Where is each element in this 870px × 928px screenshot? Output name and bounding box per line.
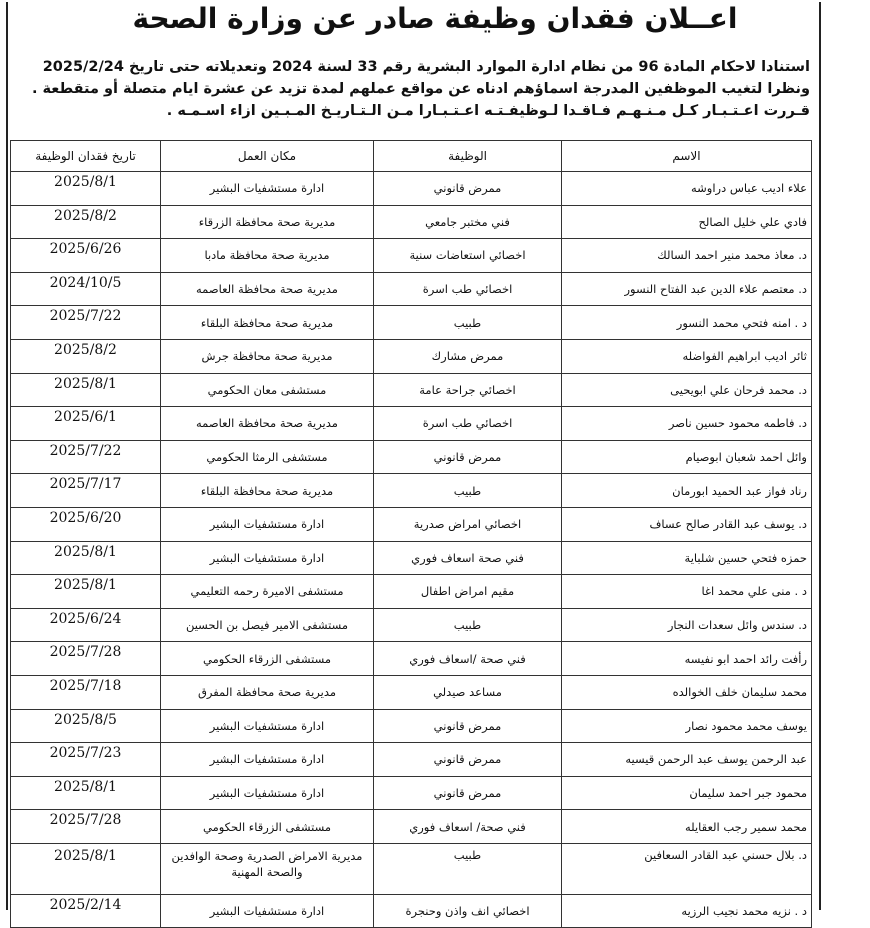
table-row bbox=[11, 205, 812, 239]
cell-job: مقيم امراض اطفال bbox=[374, 575, 562, 609]
cell-date: 2025/7/17 bbox=[11, 474, 161, 508]
table-row bbox=[11, 675, 812, 709]
cell-name: د . امنه فتحي محمد النسور bbox=[562, 306, 812, 340]
cell-place: ادارة مستشفيات البشير bbox=[161, 776, 374, 810]
announcement-intro bbox=[10, 56, 810, 122]
header-job: الوظيفة bbox=[374, 141, 562, 172]
cell-name: ثائر اديب ابراهيم الفواضله bbox=[562, 339, 812, 373]
cell-job: ممرض قانوني bbox=[374, 172, 562, 206]
cell-job: اخصائي طب اسرة bbox=[374, 272, 562, 306]
cell-date: 2025/7/23 bbox=[11, 743, 161, 777]
table-row bbox=[11, 776, 812, 810]
cell-job: اخصائي استعاضات سنية bbox=[374, 239, 562, 273]
cell-name: د. معتصم علاء الدين عبد الفتاح النسور bbox=[562, 272, 812, 306]
cell-name: محمد سليمان خلف الخوالده bbox=[562, 675, 812, 709]
intro-line: قـررت اعـتـبـار كـل مـنـهـم فـاقـدا لـوظيفـتـه اعـتـبـارا مـن الـتـاريـخ المـبـين ازاء اسـمـه . bbox=[166, 103, 810, 119]
header-place: مكان العمل bbox=[161, 141, 374, 172]
cell-date: 2025/8/1 bbox=[11, 373, 161, 407]
cell-date: 2025/8/1 bbox=[11, 575, 161, 609]
cell-place: مديرية الامراض الصدرية وصحة الوافدين والصحة المهنية bbox=[161, 843, 374, 894]
cell-name: محمد سمير رجب العقايله bbox=[562, 810, 812, 844]
table-row bbox=[11, 507, 812, 541]
cell-job: فني صحة/ اسعاف فوري bbox=[374, 810, 562, 844]
cell-name: د . منى علي محمد اغا bbox=[562, 575, 812, 609]
cell-place: مديرية صحة محافظة البلقاء bbox=[161, 306, 374, 340]
cell-name: وائل احمد شعبان ابوصيام bbox=[562, 440, 812, 474]
announcement-title: اعــلان فقدان وظيفة صادر عن وزارة الصحة bbox=[132, 2, 738, 35]
cell-job: اخصائي جراحة عامة bbox=[374, 373, 562, 407]
cell-place: ادارة مستشفيات البشير bbox=[161, 743, 374, 777]
table-row bbox=[11, 272, 812, 306]
header-date: تاريخ فقدان الوظيفة bbox=[11, 141, 161, 172]
cell-place: مديرية صحة محافظة جرش bbox=[161, 339, 374, 373]
cell-place: ادارة مستشفيات البشير bbox=[161, 507, 374, 541]
table-row bbox=[11, 709, 812, 743]
cell-job: ممرض قانوني bbox=[374, 440, 562, 474]
cell-job: طبيب bbox=[374, 306, 562, 340]
table-row bbox=[11, 843, 812, 894]
cell-date: 2025/8/2 bbox=[11, 205, 161, 239]
table-row bbox=[11, 474, 812, 508]
cell-name: فادي علي خليل الصالح bbox=[562, 205, 812, 239]
cell-name: د. بلال حسني عبد القادر السعافين bbox=[562, 843, 812, 894]
cell-job: طبيب bbox=[374, 608, 562, 642]
table-row bbox=[11, 306, 812, 340]
table-row bbox=[11, 440, 812, 474]
cell-place: مديرية صحة محافظة البلقاء bbox=[161, 474, 374, 508]
cell-place: ادارة مستشفيات البشير bbox=[161, 172, 374, 206]
table-row bbox=[11, 239, 812, 273]
cell-date: 2024/10/5 bbox=[11, 272, 161, 306]
cell-place: مديرية صحة محافظة العاصمه bbox=[161, 407, 374, 441]
cell-job: ممرض قانوني bbox=[374, 743, 562, 777]
cell-date: 2025/8/5 bbox=[11, 709, 161, 743]
cell-place: مستشفى الاميرة رحمه التعليمي bbox=[161, 575, 374, 609]
cell-job: فني صحة /اسعاف فوري bbox=[374, 642, 562, 676]
cell-date: 2025/2/14 bbox=[11, 894, 161, 928]
cell-name: حمزه فتحي حسين شلباية bbox=[562, 541, 812, 575]
cell-name: د. فاطمه محمود حسين ناصر bbox=[562, 407, 812, 441]
cell-date: 2025/6/26 bbox=[11, 239, 161, 273]
cell-date: 2025/8/2 bbox=[11, 339, 161, 373]
cell-date: 2025/7/28 bbox=[11, 810, 161, 844]
cell-place: مديرية صحة محافظة مادبا bbox=[161, 239, 374, 273]
cell-name: د. يوسف عبد القادر صالح عساف bbox=[562, 507, 812, 541]
cell-job: فني مختبر جامعي bbox=[374, 205, 562, 239]
cell-place: مستشفى الزرقاء الحكومي bbox=[161, 810, 374, 844]
header-name: الاسم bbox=[562, 141, 812, 172]
cell-job: فني صحة اسعاف فوري bbox=[374, 541, 562, 575]
table-row bbox=[11, 172, 812, 206]
intro-line: ونظرا لتغيب الموظفين المدرجة اسماؤهم ادناه عن مواقع عملهم لمدة تزيد عن عشرة ايام متصلة أو متقطعة . bbox=[31, 81, 810, 97]
cell-name: محمود جبر احمد سليمان bbox=[562, 776, 812, 810]
table-row bbox=[11, 575, 812, 609]
cell-name: علاء اديب عباس دراوشه bbox=[562, 172, 812, 206]
cell-date: 2025/6/1 bbox=[11, 407, 161, 441]
cell-job: ممرض قانوني bbox=[374, 776, 562, 810]
table-row bbox=[11, 373, 812, 407]
cell-job: ممرض قانوني bbox=[374, 709, 562, 743]
cell-place: ادارة مستشفيات البشير bbox=[161, 709, 374, 743]
table-row bbox=[11, 608, 812, 642]
cell-name: د. محمد فرحان علي ابويحيى bbox=[562, 373, 812, 407]
cell-name: رناد فواز عبد الحميد ابورمان bbox=[562, 474, 812, 508]
cell-job: اخصائي طب اسرة bbox=[374, 407, 562, 441]
cell-date: 2025/7/22 bbox=[11, 440, 161, 474]
cell-name: عبد الرحمن يوسف عبد الرحمن قيسيه bbox=[562, 743, 812, 777]
cell-date: 2025/7/28 bbox=[11, 642, 161, 676]
table-row bbox=[11, 642, 812, 676]
cell-date: 2025/6/24 bbox=[11, 608, 161, 642]
employees-table bbox=[10, 140, 812, 928]
cell-place: مديرية صحة محافظة الزرقاء bbox=[161, 205, 374, 239]
cell-date: 2025/8/1 bbox=[11, 541, 161, 575]
cell-date: 2025/7/22 bbox=[11, 306, 161, 340]
cell-name: رأفت رائد احمد ابو نفيسه bbox=[562, 642, 812, 676]
cell-date: 2025/8/1 bbox=[11, 776, 161, 810]
cell-job: ممرض مشارك bbox=[374, 339, 562, 373]
table-row bbox=[11, 743, 812, 777]
cell-job: طبيب bbox=[374, 843, 562, 894]
table-row bbox=[11, 541, 812, 575]
cell-place: ادارة مستشفيات البشير bbox=[161, 894, 374, 928]
cell-job: اخصائي امراض صدرية bbox=[374, 507, 562, 541]
table-row bbox=[11, 407, 812, 441]
table-row bbox=[11, 810, 812, 844]
cell-place: ادارة مستشفيات البشير bbox=[161, 541, 374, 575]
intro-line: استنادا لاحكام المادة 96 من نظام ادارة الموارد البشرية رقم 33 لسنة 2024 وتعديلاته حتى تاريخ 2025/2/24 bbox=[42, 59, 810, 75]
cell-place: مديرية صحة محافظة المفرق bbox=[161, 675, 374, 709]
table-row bbox=[11, 339, 812, 373]
table-header-row bbox=[11, 141, 812, 172]
cell-place: مديرية صحة محافظة العاصمه bbox=[161, 272, 374, 306]
cell-name: د. سندس وائل سعدات النجار bbox=[562, 608, 812, 642]
cell-place: مستشفى الامير فيصل بن الحسين bbox=[161, 608, 374, 642]
cell-date: 2025/7/18 bbox=[11, 675, 161, 709]
cell-place: مستشفى الرمثا الحكومي bbox=[161, 440, 374, 474]
cell-place: مستشفى الزرقاء الحكومي bbox=[161, 642, 374, 676]
cell-name: د . نزيه محمد نجيب الرزيه bbox=[562, 894, 812, 928]
cell-name: يوسف محمد محمود نصار bbox=[562, 709, 812, 743]
cell-place: مستشفى معان الحكومي bbox=[161, 373, 374, 407]
cell-name: د. معاذ محمد منير احمد السالك bbox=[562, 239, 812, 273]
cell-job: مساعد صيدلي bbox=[374, 675, 562, 709]
cell-job: طبيب bbox=[374, 474, 562, 508]
cell-date: 2025/8/1 bbox=[11, 843, 161, 894]
cell-date: 2025/6/20 bbox=[11, 507, 161, 541]
cell-job: اخصائي انف واذن وحنجرة bbox=[374, 894, 562, 928]
table-row bbox=[11, 894, 812, 928]
cell-date: 2025/8/1 bbox=[11, 172, 161, 206]
